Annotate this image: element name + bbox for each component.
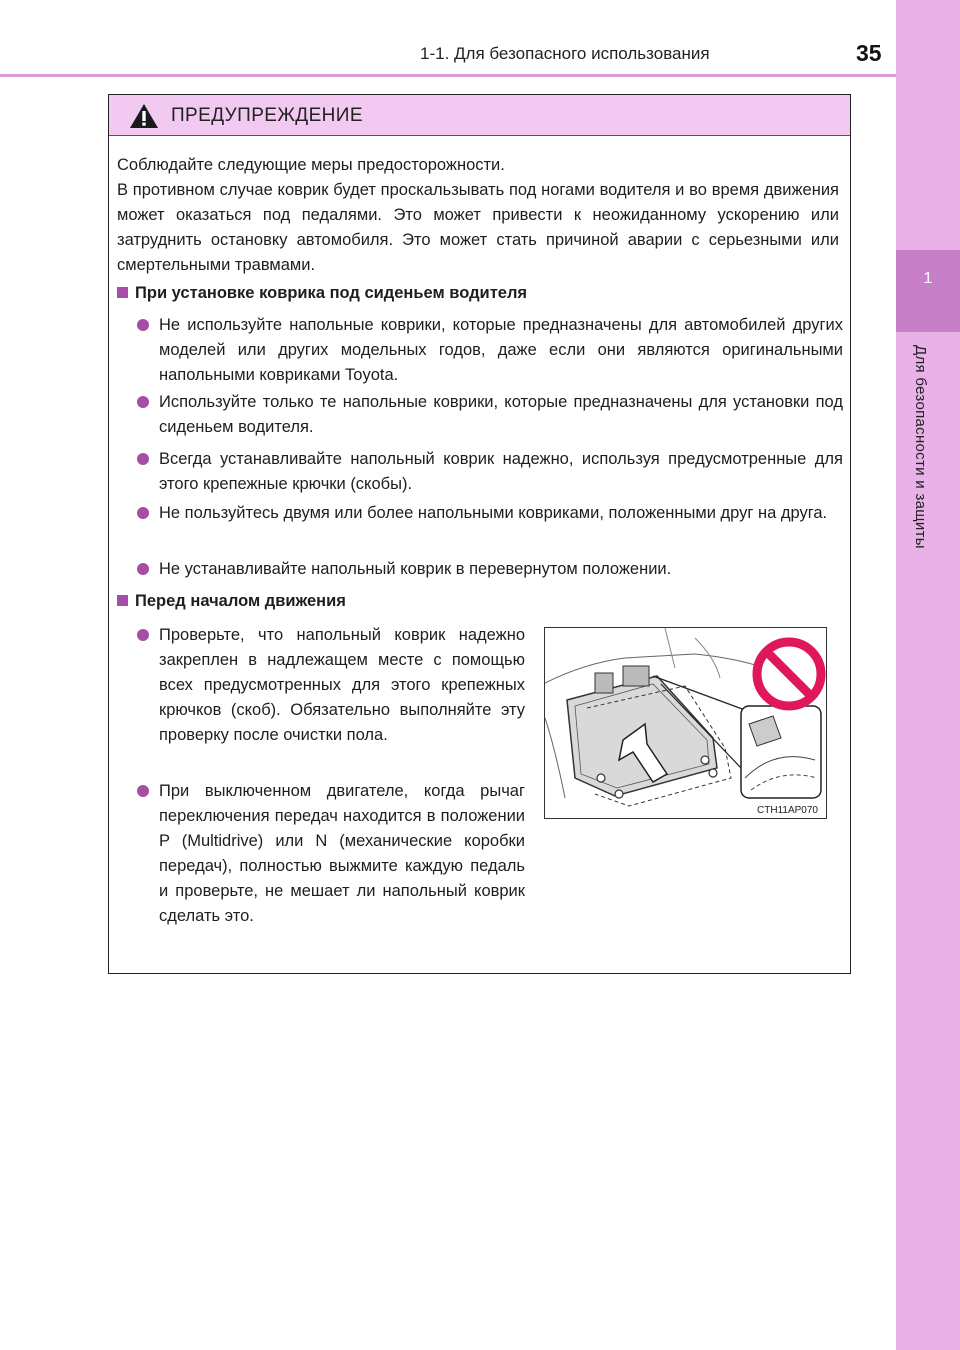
round-bullet-icon: [137, 507, 149, 519]
chapter-title: Для безопасности и защиты: [912, 345, 929, 549]
section-heading-text: При установке коврика под сиденьем водителя: [135, 284, 528, 302]
round-bullet-icon: [137, 563, 149, 575]
illustration-code: CTH11AP070: [757, 805, 818, 816]
bullet-text: Всегда устанавливайте напольный коврик надежно, используя предусмотренные для этого крепежные крючки (скобы).: [159, 450, 843, 493]
floor-mat-illustration: [544, 627, 827, 819]
square-bullet-icon: [117, 595, 128, 606]
floor-mat-drawing: [545, 628, 827, 819]
round-bullet-icon: [137, 453, 149, 465]
list-item: [137, 557, 843, 583]
intro-first-line: Соблюдайте следующие меры предосторожности.: [117, 156, 505, 174]
round-bullet-icon: [137, 629, 149, 641]
chapter-side-tab: [896, 0, 960, 1350]
section-heading-text: Перед началом движения: [135, 592, 346, 610]
round-bullet-icon: [137, 319, 149, 331]
bullet-text: Не пользуйтесь двумя или более напольными ковриками, положенными друг на друга.: [159, 504, 828, 522]
square-bullet-icon: [117, 287, 128, 298]
bullet-text: Не устанавливайте напольный коврик в перевернутом положении.: [159, 560, 672, 578]
page-number: 35: [856, 40, 882, 66]
header-rule: [0, 74, 896, 77]
list-item: [137, 501, 843, 551]
bullet-text: При выключенном двигателе, когда рычаг переключения передач находится в положении P (Multidrive) или N (механические коробки передач), полностью выжмите каждую педаль и проверьте, не мешает ли напольный коврик сделать это.: [159, 782, 525, 925]
section-heading-seat: [117, 281, 527, 305]
list-item: [137, 390, 843, 440]
intro-body: В противном случае коврик будет проскальзывать под ногами водителя и во время движения может оказаться под педалями. Это может привести к неожиданному ускорению или затруднить остановку автомобиля. Это может стать причиной аварии с серьезными или смертельными травмами.: [117, 181, 839, 274]
list-item: [137, 447, 843, 497]
chapter-number-box: [896, 250, 960, 332]
bullet-text: Используйте только те напольные коврики, которые предназначены для установки под сиденьем водителя.: [159, 393, 843, 436]
round-bullet-icon: [137, 396, 149, 408]
bullet-text: Проверьте, что напольный коврик надежно закреплен в надлежащем месте с помощью всех предусмотренных для этого крепежных крючков (скоб). Обязательно выполняйте эту проверку после очистки пола.: [159, 626, 525, 744]
list-item: [137, 623, 525, 773]
warning-triangle-icon: [129, 103, 159, 129]
chapter-number: 1: [923, 270, 933, 287]
round-bullet-icon: [137, 785, 149, 797]
running-header: 1-1. Для безопасного использования: [420, 44, 710, 63]
list-item: [137, 779, 525, 959]
section-heading-before-driving: [117, 589, 346, 613]
warning-title: ПРЕДУПРЕЖДЕНИЕ: [171, 105, 363, 126]
warning-header: [109, 95, 850, 136]
list-item: [137, 313, 843, 389]
warning-box: [108, 94, 851, 974]
bullet-text: Не используйте напольные коврики, которые предназначены для автомобилей других моделей или других модельных годов, даже если они являются оригинальными напольными ковриками Toyota.: [159, 316, 843, 384]
